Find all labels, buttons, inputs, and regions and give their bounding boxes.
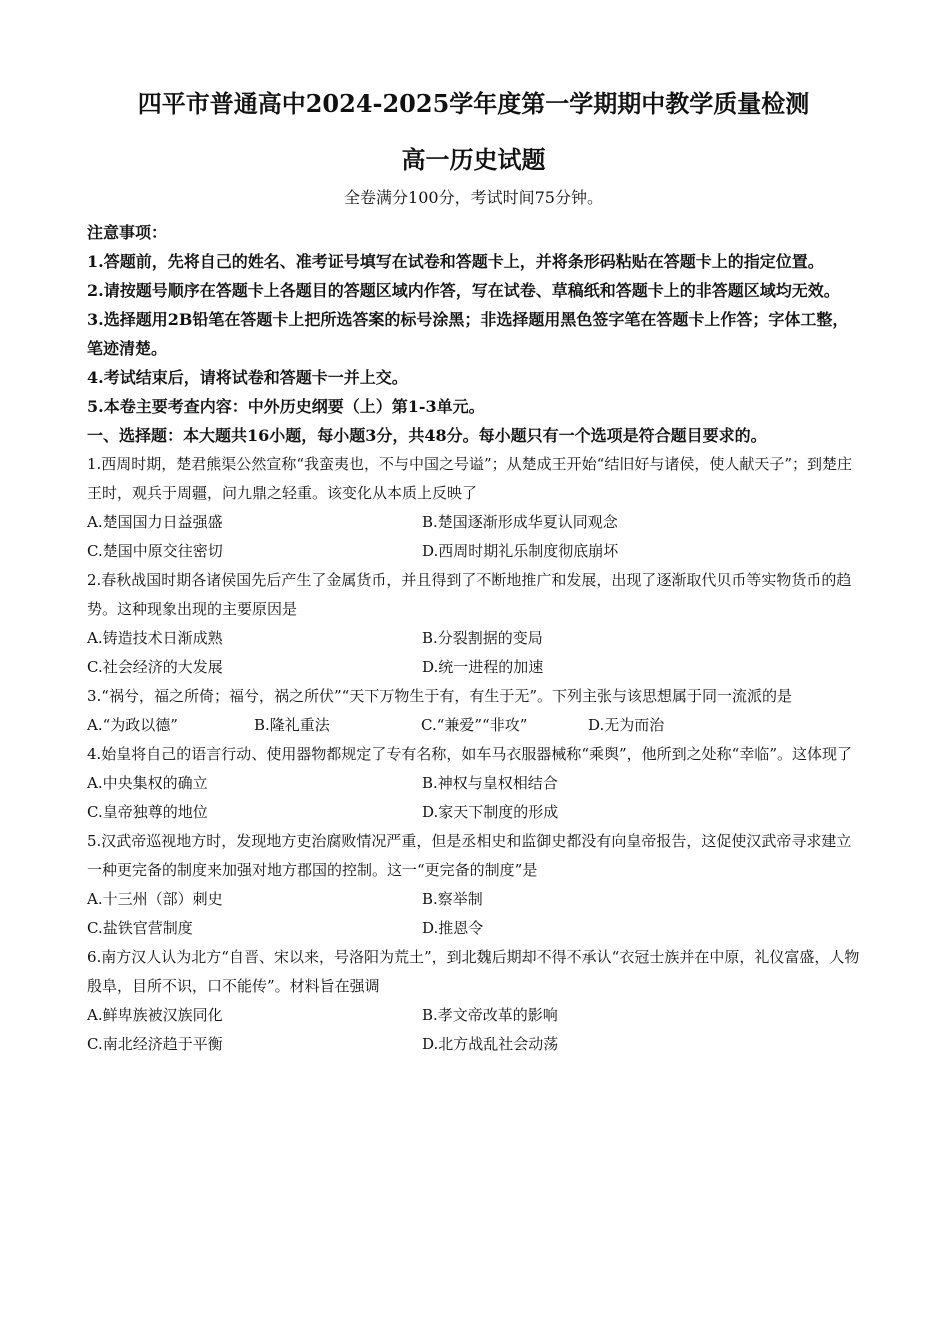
exam-subtitle: 高一历史试题 [401,145,546,174]
option-d: D.推恩令 [422,919,484,937]
option-c: C.盐铁官营制度 [87,919,193,937]
option-b: B.神权与皇权相结合 [422,774,558,792]
option-a: A.中央集权的确立 [87,774,208,792]
option-c: C.“兼爱”“非攻” [421,716,528,734]
option-a: A.楚国国力日益强盛 [87,513,223,531]
exam-info: 全卷满分100分，考试时间75分钟。 [344,188,603,207]
option-d: D.无为而治 [588,716,665,734]
note-item: 1.答题前，先将自己的姓名、准考证号填写在试卷和答题卡上，并将条形码粘贴在答题卡上的指定位置。 [87,252,824,271]
note-item: 3.选择题用2B铅笔在答题卡上把所选答案的标号涂黑；非选择题用黑色签字笔在答题卡上作答；字体工整，笔迹清楚。 [87,310,849,358]
question-options [87,769,860,827]
question-options [87,885,860,943]
question-options [87,711,860,740]
option-a: A.铸造技术日渐成熟 [87,629,223,647]
option-c: C.皇帝独尊的地位 [87,803,208,821]
question-stem: 4.始皇将自己的语言行动、使用器物都规定了专有名称，如车马衣服器械称“乘舆”，他所到之处称“幸临”。这体现了 [87,745,852,763]
option-b: B.察举制 [422,890,483,908]
option-b: B.隆礼重法 [254,716,330,734]
question-stem: 2.春秋战国时期各诸侯国先后产生了金属货币，并且得到了不断地推广和发展，出现了逐渐取代贝币等实物货币的趋势。这种现象出现的主要原因是 [87,571,852,618]
question-options [87,624,860,682]
option-c: C.楚国中原交往密切 [87,542,223,560]
option-b: B.楚国逐渐形成华夏认同观念 [422,513,618,531]
option-a: A.十三州（部）刺史 [87,890,223,908]
option-a: A.“为政以德” [87,716,178,734]
section-heading: 一、选择题：本大题共16小题，每小题3分，共48分。每小题只有一个选项是符合题目要求的。 [87,426,767,445]
question-stem: 3.“祸兮，福之所倚；福兮，祸之所伏”“天下万物生于有，有生于无”。下列主张与该思想属于同一流派的是 [87,687,792,705]
option-c: C.社会经济的大发展 [87,658,223,676]
note-item: 4.考试结束后，请将试卷和答题卡一并上交。 [87,368,408,387]
note-item: 2.请按题号顺序在答题卡上各题目的答题区域内作答，写在试卷、草稿纸和答题卡上的非答题区域均无效。 [87,281,840,300]
question-options [87,508,860,566]
option-c: C.南北经济趋于平衡 [87,1035,223,1053]
option-d: D.西周时期礼乐制度彻底崩坏 [422,542,619,560]
question-stem: 1.西周时期，楚君熊渠公然宣称“我蛮夷也，不与中国之号谥”；从楚成王开始“结旧好与诸侯，使人献天子”；到楚庄王时，观兵于周疆，问九鼎之轻重。该变化从本质上反映了 [87,455,852,502]
option-d: D.北方战乱社会动荡 [422,1035,559,1053]
question-stem: 5.汉武帝巡视地方时，发现地方吏治腐败情况严重，但是丞相史和监御史都没有向皇帝报告，这促使汉武帝寻求建立一种更完备的制度来加强对地方郡国的控制。这一“更完备的制度”是 [87,832,852,879]
question-stem: 6.南方汉人认为北方“自晋、宋以来，号洛阳为荒土”，到北魏后期却不得不承认“衣冠士族并在中原，礼仪富盛，人物殷阜，目所不识，口不能传”。材料旨在强调 [87,948,860,995]
option-b: B.孝文帝改革的影响 [422,1006,558,1024]
option-a: A.鲜卑族被汉族同化 [87,1006,223,1024]
option-b: B.分裂割据的变局 [422,629,543,647]
option-d: D.统一进程的加速 [422,658,544,676]
option-d: D.家天下制度的形成 [422,803,559,821]
question-options [87,1001,860,1059]
exam-title: 四平市普通高中2024-2025学年度第一学期期中教学质量检测 [137,89,810,118]
notes-heading: 注意事项： [87,223,168,242]
note-item: 5.本卷主要考查内容：中外历史纲要（上）第1-3单元。 [87,397,485,416]
